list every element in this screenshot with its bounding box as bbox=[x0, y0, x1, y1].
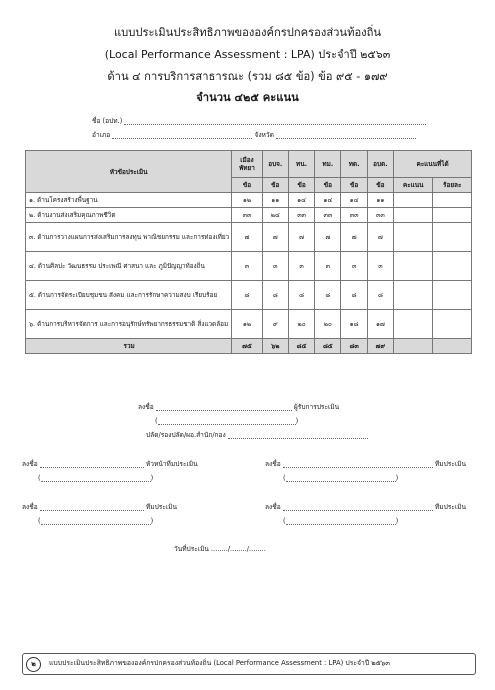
row-value: ๑๑ bbox=[367, 193, 393, 208]
team2-sign-row bbox=[22, 503, 177, 511]
row-value: ๗ bbox=[315, 223, 341, 252]
header-type-town: ทม. bbox=[315, 151, 341, 178]
row-value: ๙ bbox=[262, 310, 288, 339]
team3-name-field[interactable] bbox=[286, 518, 396, 525]
receiver-role: ผู้รับการประเมิน bbox=[293, 403, 340, 411]
row-value: ๓ bbox=[315, 252, 341, 281]
head-role: หัวหน้าทีมประเมิน bbox=[145, 460, 198, 468]
row-value: ๑๘ bbox=[341, 310, 367, 339]
row-value: ๘ bbox=[315, 281, 341, 310]
row-value: ๓๓ bbox=[315, 208, 341, 223]
row-value: ๑๔ bbox=[288, 193, 314, 208]
team2-name-row: ( ) bbox=[38, 517, 154, 525]
header-count: ข้อ bbox=[315, 178, 341, 193]
table-row bbox=[26, 281, 472, 310]
score-cell[interactable] bbox=[394, 310, 433, 339]
row-label: ๑. ด้านโครงสร้างพื้นฐาน bbox=[26, 193, 232, 208]
percent-cell[interactable] bbox=[433, 252, 472, 281]
team1-role: ทีมประเมิน bbox=[434, 460, 466, 468]
header-score-group: คะแนนที่ได้ bbox=[394, 151, 472, 178]
district-row bbox=[92, 131, 416, 139]
district-label: อำเภอ bbox=[92, 131, 111, 139]
row-value: ๘ bbox=[232, 281, 262, 310]
row-value: ๘ bbox=[341, 281, 367, 310]
receiver-name-field[interactable] bbox=[158, 418, 296, 425]
score-cell[interactable] bbox=[394, 208, 433, 223]
sign-label: ลงชื่อ bbox=[22, 460, 38, 468]
score-cell[interactable] bbox=[394, 252, 433, 281]
head-name-row: ( ) bbox=[38, 474, 154, 482]
team2-role: ทีมประเมิน bbox=[145, 503, 177, 511]
total-percent-cell[interactable] bbox=[433, 339, 472, 354]
header-count: ข้อ bbox=[367, 178, 393, 193]
receiver-name-row: ( ) bbox=[155, 417, 299, 425]
table-row bbox=[26, 223, 472, 252]
header-count: ข้อ bbox=[288, 178, 314, 193]
row-value: ๘ bbox=[367, 281, 393, 310]
total-value: ๖๒ bbox=[262, 339, 288, 354]
row-value: ๓ bbox=[288, 252, 314, 281]
score-cell[interactable] bbox=[394, 193, 433, 208]
date-field[interactable]: ......../......../........ bbox=[211, 545, 266, 553]
header-score: คะแนน bbox=[394, 178, 433, 193]
table-row bbox=[26, 193, 472, 208]
header-count: ข้อ bbox=[262, 178, 288, 193]
row-label: ๖. ด้านการบริหารจัดการ และการอนุรักษ์ทรัพยากรธรรมชาติ สิ่งแวดล้อม bbox=[26, 310, 232, 339]
row-value: ๓ bbox=[367, 252, 393, 281]
row-value: ๒๔ bbox=[262, 208, 288, 223]
header-percent: ร้อยละ bbox=[433, 178, 472, 193]
header-item: หัวข้อประเมิน bbox=[26, 151, 232, 193]
row-value: ๓ bbox=[232, 252, 262, 281]
total-value: ๘๕ bbox=[315, 339, 341, 354]
row-label: ๒. ด้านงานส่งเสริมคุณภาพชีวิต bbox=[26, 208, 232, 223]
total-value: ๘๓ bbox=[341, 339, 367, 354]
page-number: ๒ bbox=[26, 657, 41, 672]
team1-name-field[interactable] bbox=[286, 475, 396, 482]
row-value: ๓๓ bbox=[367, 208, 393, 223]
province-field[interactable] bbox=[276, 132, 416, 139]
head-sign-field[interactable] bbox=[40, 461, 144, 468]
sign-label: ลงชื่อ bbox=[265, 503, 281, 511]
header-type-pattaya: เมือง พัทยา bbox=[232, 151, 262, 178]
percent-cell[interactable] bbox=[433, 208, 472, 223]
team3-sign-row bbox=[265, 503, 466, 511]
team3-name-row: ( ) bbox=[283, 517, 399, 525]
row-value: ๗ bbox=[367, 223, 393, 252]
row-label: ๕. ด้านการจัดระเบียบชุมชน สังคม และการรักษาความสงบ เรียบร้อย bbox=[26, 281, 232, 310]
org-name-field[interactable] bbox=[124, 118, 426, 125]
header-count: ข้อ bbox=[232, 178, 262, 193]
row-value: ๑๔ bbox=[341, 193, 367, 208]
title-line-1: แบบประเมินประสิทธิภาพขององค์กรปกครองส่วนท้องถิ่น bbox=[113, 26, 382, 39]
row-value: ๓๓ bbox=[232, 208, 262, 223]
total-value: ๗๙ bbox=[367, 339, 393, 354]
header-type-subdistrict: ทต. bbox=[341, 151, 367, 178]
row-value: ๑๗ bbox=[367, 310, 393, 339]
page-footer bbox=[22, 653, 476, 675]
team1-sign-row bbox=[265, 460, 466, 468]
row-value: ๗ bbox=[232, 223, 262, 252]
row-value: ๗ bbox=[288, 223, 314, 252]
receiver-sign-row bbox=[138, 403, 339, 411]
percent-cell[interactable] bbox=[433, 281, 472, 310]
date-row bbox=[174, 545, 266, 553]
row-label: ๓. ด้านการวางแผนการส่งเสริมการลงทุน พาณิชยกรรม และการท่องเที่ยว bbox=[26, 223, 232, 252]
row-value: ๑๔ bbox=[315, 193, 341, 208]
title-line-3: ด้าน ๔ การบริการสาธารณะ (รวม ๘๕ ข้อ) ข้อ ๙๕ - ๑๗๙ bbox=[107, 70, 388, 83]
row-value: ๓๓ bbox=[288, 208, 314, 223]
province-label: จังหวัด bbox=[254, 131, 274, 139]
row-value: ๒๐ bbox=[315, 310, 341, 339]
footer-text: แบบประเมินประสิทธิภาพขององค์กรปกครองส่วนท้องถิ่น (Local Performance Assessment : LPA) ประจำปี ๒๕๖๓ bbox=[49, 659, 390, 667]
score-cell[interactable] bbox=[394, 223, 433, 252]
table-row bbox=[26, 252, 472, 281]
district-field[interactable] bbox=[112, 132, 252, 139]
percent-cell[interactable] bbox=[433, 310, 472, 339]
org-name-label: ชื่อ (อปท.) bbox=[92, 117, 123, 125]
row-value: ๘ bbox=[262, 281, 288, 310]
official-label: ปลัด/รองปลัด/ผอ.สำนัก/กอง bbox=[146, 431, 226, 439]
row-label: ๔. ด้านศิลปะ วัฒนธรรม ประเพณี ศาสนา และ ภูมิปัญญาท้องถิ่น bbox=[26, 252, 232, 281]
row-value: ๗ bbox=[262, 223, 288, 252]
head-name-field[interactable] bbox=[41, 475, 151, 482]
date-label: วันที่ประเมิน bbox=[174, 545, 209, 553]
row-value: ๒๐ bbox=[288, 310, 314, 339]
receiver-sign-field[interactable] bbox=[156, 404, 292, 411]
row-value: ๗ bbox=[341, 223, 367, 252]
title-line-2: (Local Performance Assessment : LPA) ประจำปี ๒๕๖๓ bbox=[104, 48, 391, 61]
org-name-row bbox=[92, 117, 426, 125]
header-type-pao: อบจ. bbox=[262, 151, 288, 178]
total-label: รวม bbox=[26, 339, 232, 354]
header-count: ข้อ bbox=[341, 178, 367, 193]
total-value: ๘๕ bbox=[288, 339, 314, 354]
header-type-city: ทน. bbox=[288, 151, 314, 178]
row-value: ๓ bbox=[262, 252, 288, 281]
team1-sign-field[interactable] bbox=[283, 461, 433, 468]
team2-name-field[interactable] bbox=[41, 518, 151, 525]
sign-label: ลงชื่อ bbox=[138, 403, 154, 411]
title-line-4: จำนวน ๔๒๕ คะแนน bbox=[196, 91, 299, 104]
total-value: ๗๕ bbox=[232, 339, 262, 354]
head-sign-row bbox=[22, 460, 198, 468]
team2-sign-field[interactable] bbox=[40, 504, 144, 511]
official-row bbox=[146, 431, 368, 439]
team3-sign-field[interactable] bbox=[283, 504, 433, 511]
row-value: ๑๒ bbox=[232, 310, 262, 339]
official-field[interactable] bbox=[228, 432, 368, 439]
team1-name-row: ( ) bbox=[283, 474, 399, 482]
table-row bbox=[26, 208, 472, 223]
percent-cell[interactable] bbox=[433, 223, 472, 252]
total-row bbox=[26, 339, 472, 354]
row-value: ๓๓ bbox=[341, 208, 367, 223]
score-table bbox=[25, 150, 472, 354]
sign-label: ลงชื่อ bbox=[22, 503, 38, 511]
percent-cell[interactable] bbox=[433, 193, 472, 208]
table-row bbox=[26, 310, 472, 339]
row-value: ๓ bbox=[341, 252, 367, 281]
row-value: ๘ bbox=[288, 281, 314, 310]
row-value: ๑๒ bbox=[232, 193, 262, 208]
sign-label: ลงชื่อ bbox=[265, 460, 281, 468]
total-score-cell[interactable] bbox=[394, 339, 433, 354]
row-value: ๑๑ bbox=[262, 193, 288, 208]
score-cell[interactable] bbox=[394, 281, 433, 310]
header-type-tao: อบต. bbox=[367, 151, 393, 178]
team3-role: ทีมประเมิน bbox=[434, 503, 466, 511]
